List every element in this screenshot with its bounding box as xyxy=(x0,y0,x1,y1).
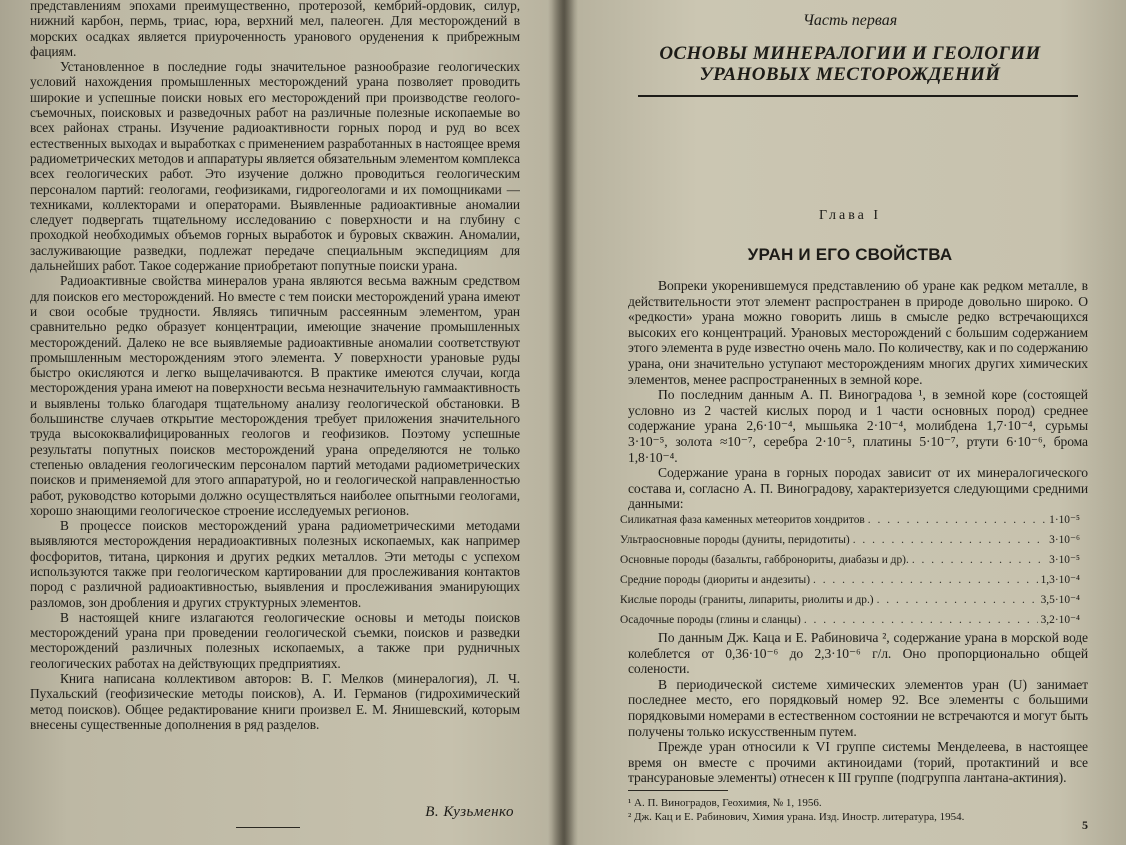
right-page xyxy=(600,0,1100,845)
table-row xyxy=(620,592,1080,612)
row-label: Силикатная фаза каменных метеоритов хондритов xyxy=(620,514,865,526)
row-label: Основные породы (базальты, габбронориты, диабазы и др). xyxy=(620,554,909,566)
chapter-label: Глава I xyxy=(818,208,882,223)
paragraph: В периодической системе химических элементов уран (U) занимает последнее место, его порядковый номер 92. Все элементы с большими порядковыми номерами в естественном состоянии не встречаются и могут быть получены только искусственным путем. xyxy=(628,676,1088,739)
paragraph: В процессе поисков месторождений урана радиометрическими методами выявляются месторождения нерадиоактивных полезных ископаемых, как например фосфоритов, титана, циркония и других редких металлов. Эти методы с успехом используются также при геологическом картировании для прослеживания контактов пород с различной радиоактивностью, выявления и прослеживания эманирующих разломов, зон дробления и других структурных элементов. xyxy=(30,518,520,610)
part-title-line: УРАНОВЫХ МЕСТОРОЖДЕНИЙ xyxy=(699,64,1001,85)
row-value: 3,5·10⁻⁴ xyxy=(1040,594,1080,606)
row-label: Кислые породы (граниты, липариты, риолиты и др.) xyxy=(620,594,874,606)
table-row xyxy=(620,552,1080,572)
paragraph: Установленное в последние годы значительное разнообразие геологических условий нахождения промышленных месторождений урана позволяет проводить широкие и успешные поиски новых его месторождений при производстве геолого-съемочных, поисковых и разведочных работ на различные полезные ископаемые во всех районах страны. Изучение радиоактивности горных пород и руд во всех естественных выходах и выработках с применением разработанных в настоящее время радиометрических методов и аппаратуры является обязательным элементом комплекса всех геологических работ. Это изучение должно проводиться геологическим персоналом партий: геологами, геофизиками, гидрогеологами и их помощниками — техниками, коллекторами и операторами. Выявленные радиоактивные аномалии следует подвергать тщательному исследованию с поверхности и на глубину с проходкой необходимых объемов горных выработок и буровых скважин. Аномалии, заслуживающие разведки, подлежат передаче специальным экспедициям для дальнейших работ. Такое содержание приобретают попутные поиски урана. xyxy=(30,59,520,274)
leader-dots xyxy=(868,514,1046,526)
part-title-rule xyxy=(638,95,1078,97)
left-page-text xyxy=(30,0,520,732)
leader-dots xyxy=(877,594,1038,606)
paragraph: Книга написана коллективом авторов: В. Г. Мелков (минералогия), Л. Ч. Пухальский (геофизические методы поисков), А. И. Германов (гидрохимический метод поисков). Общее редактирование книги произвел Е. М. Янишевский, которым внесены существенные дополнения в ряд разделов. xyxy=(30,671,520,732)
table-row xyxy=(620,612,1080,632)
row-value: 3·10⁻⁵ xyxy=(1049,554,1080,566)
intro-block xyxy=(628,278,1088,512)
footnote: ¹ А. П. Виноградов, Геохимия, № 1, 1956. xyxy=(628,797,822,809)
book-gutter xyxy=(548,0,578,845)
uranium-content-table xyxy=(620,512,1080,632)
body-block xyxy=(628,630,1088,786)
row-label: Ультраосновные породы (дуниты, перидотиты) xyxy=(620,534,850,546)
table-row xyxy=(620,512,1080,532)
table-row xyxy=(620,532,1080,552)
row-label: Средние породы (диориты и андезиты) xyxy=(620,574,810,586)
part-label: Часть первая xyxy=(802,12,898,29)
footer-rule xyxy=(236,827,300,828)
footnote-rule xyxy=(628,790,728,791)
leader-dots xyxy=(912,554,1046,566)
chapter-title: УРАН И ЕГО СВОЙСТВА xyxy=(747,245,953,264)
author-signature: В. Кузьменко xyxy=(425,804,514,820)
leader-dots xyxy=(813,574,1038,586)
paragraph: Вопреки укоренившемуся представлению об уране как редком металле, в действительности этот элемент распространен в природе довольно широко. О «редкости» урана можно говорить лишь в смысле редко встречающихся высоких его концентраций. Урановых месторождений с большим содержанием этого элемента в руде известно очень мало. По количеству, как и по содержанию урана, они значительно уступают месторождениям многих других химических элементов, менее распространенных в земной коре. xyxy=(628,278,1088,387)
paragraph: Радиоактивные свойства минералов урана являются весьма важным средством для поисков его месторождений. Но вместе с тем поиски месторождений урана имеют и свои особые трудности. Являясь типичным рассеянным элементом, уран сравнительно редко образует концентрации, имеющие значение промышленных месторождений. Далеко не все выявляемые радиоактивные аномалии соответствуют промышленным месторождениям этого элемента. У поверхности урановые руды быстро окисляются и легко выщелачиваются. В практике имеются случаи, когда месторождения урана имеют на поверхности весьма незначительную гаммаактивность и выявлены только благодаря тщательному анализу геологической обстановки. В большинстве случаев открытие месторождения требует приложения значительного труда высококвалифицированных геологов и геофизиков. Поэтому успешные результаты попутных поисков месторождений урана определяются не только степенью овладения геологическим персоналом партий методами радиометрических поисков и применяемой для этого аппаратурой, но и геологической направленностью работ, руководство которыми должно осуществляться наиболее опытными геологами, хорошо знающими геологическое строение исследуемых регионов. xyxy=(30,273,520,518)
row-value: 3·10⁻⁶ xyxy=(1049,534,1080,546)
paragraph: В настоящей книге излагаются геологические основы и методы поисков месторождений урана при проведении геологической съемки, поисков и разведки месторождений различных полезных ископаемых, а также при рудничных геологических работах на действующих предприятиях. xyxy=(30,609,520,671)
table-row xyxy=(620,572,1080,592)
row-label: Осадочные породы (глины и сланцы) xyxy=(620,614,801,626)
footnotes xyxy=(628,796,1098,824)
paragraph: По данным Дж. Каца и Е. Рабиновича ², содержание урана в морской воде колеблется от 0,36·10⁻⁶ до 2,3·10⁻⁶ г/л. Оно пропорционально общей солености. xyxy=(628,630,1088,677)
part-title-line: ОСНОВЫ МИНЕРАЛОГИИ И ГЕОЛОГИИ xyxy=(659,43,1041,64)
leader-dots xyxy=(853,534,1046,546)
row-value: 1·10⁻⁵ xyxy=(1049,514,1080,526)
footnote: ² Дж. Кац и Е. Рабинович, Химия урана. Изд. Иностр. литература, 1954. xyxy=(628,811,965,823)
paragraph: представлениям эпохами преимущественно, протерозой, кембрий-ордовик, силур, нижний карбон, пермь, триас, юра, верхний мел, палеоген. Для месторождений в морских осадках является приуроченность уранового оруденения к прибрежным фациям. xyxy=(30,0,520,59)
paragraph: Прежде уран относили к VI группе системы Менделеева, в настоящее время он вместе с прочими актиноидами (торий, протактиний и все трансурановые элементы) отнесен к III группе (подгруппа лантана-актиния). xyxy=(628,739,1088,786)
page-number: 5 xyxy=(1082,818,1088,832)
part-title xyxy=(600,43,1100,85)
left-page xyxy=(30,0,520,845)
row-value: 1,3·10⁻⁴ xyxy=(1040,574,1080,586)
paragraph: По последним данным А. П. Виноградова ¹, в земной коре (состоящей условно из 2 частей кислых пород и 1 части основных пород) среднее содержание урана 2,6·10⁻⁴, мышьяка 2·10⁻⁴, молибдена 1,7·10⁻⁴, сурьмы 3·10⁻⁵, золота ≈10⁻⁷, серебра 2·10⁻⁵, платины 5·10⁻⁷, ртути 6·10⁻⁶, брома 1,8·10⁻⁴. xyxy=(628,387,1088,465)
leader-dots xyxy=(804,614,1038,626)
row-value: 3,2·10⁻⁴ xyxy=(1040,614,1080,626)
paragraph: Содержание урана в горных породах зависит от их минералогического состава и, согласно А. П. Виноградову, характеризуется следующими средними данными: xyxy=(628,465,1088,512)
